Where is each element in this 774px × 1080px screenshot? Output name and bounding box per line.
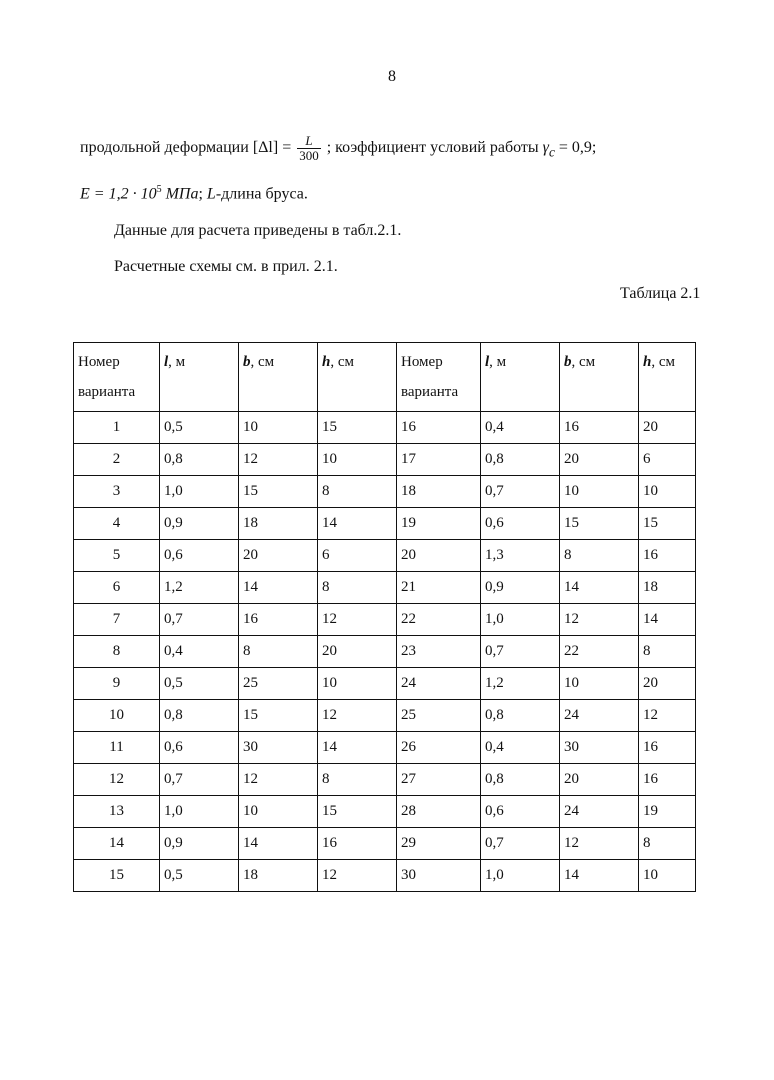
table-header-cell (160, 343, 239, 412)
table-cell: 0,9 (160, 828, 239, 860)
table-cell: 16 (639, 732, 696, 764)
table-header-row (74, 343, 696, 412)
table-cell: 1,2 (481, 668, 560, 700)
table-cell: 20 (239, 540, 318, 572)
table-cell: 16 (318, 828, 397, 860)
table-cell: 30 (560, 732, 639, 764)
table-row (74, 732, 696, 764)
table-cell: 24 (560, 796, 639, 828)
table-cell: 8 (318, 764, 397, 796)
table-cell: 20 (639, 412, 696, 444)
paragraph-data-reference: Данные для расчета приведены в табл.2.1. (114, 222, 402, 239)
table-cell: 1 (74, 412, 160, 444)
header-symbol: h (322, 354, 331, 370)
table-cell: 18 (397, 476, 481, 508)
modulus-unit: МПа (165, 185, 199, 203)
table-cell: 10 (239, 796, 318, 828)
table-cell: 12 (560, 828, 639, 860)
table-cell: 18 (639, 572, 696, 604)
table-cell: 19 (397, 508, 481, 540)
table-cell: 0,5 (160, 412, 239, 444)
table-cell: 16 (560, 412, 639, 444)
table-title: Таблица 2.1 (620, 285, 701, 302)
header-label: Номер варианта (78, 354, 136, 400)
table-cell: 14 (560, 572, 639, 604)
paragraph-modulus (80, 184, 308, 203)
table-cell: 12 (639, 700, 696, 732)
table-cell: 0,8 (481, 700, 560, 732)
table-cell: 15 (639, 508, 696, 540)
table-cell: 14 (318, 732, 397, 764)
table-cell: 0,6 (160, 540, 239, 572)
table-cell: 15 (239, 700, 318, 732)
table-cell: 15 (560, 508, 639, 540)
table-cell: 24 (397, 668, 481, 700)
header-label: Номер варианта (401, 354, 459, 400)
table-cell: 1,0 (481, 604, 560, 636)
table-cell: 13 (74, 796, 160, 828)
table-cell: 8 (239, 636, 318, 668)
header-symbol: b (564, 354, 572, 370)
table-cell: 3 (74, 476, 160, 508)
table-cell: 29 (397, 828, 481, 860)
table-row (74, 764, 696, 796)
table-row (74, 540, 696, 572)
table-cell: 8 (639, 636, 696, 668)
paragraph-scheme-reference: Расчетные схемы см. в прил. 2.1. (114, 258, 338, 275)
table-header-cell (239, 343, 318, 412)
table-cell: 10 (318, 668, 397, 700)
length-description: -длина бруса. (215, 185, 308, 203)
header-label: , см (250, 354, 275, 370)
table-cell: 1,2 (160, 572, 239, 604)
table-cell: 14 (639, 604, 696, 636)
table-cell: 22 (397, 604, 481, 636)
table-cell: 0,7 (481, 828, 560, 860)
table-cell: 16 (239, 604, 318, 636)
table-row (74, 572, 696, 604)
table-cell: 18 (239, 860, 318, 892)
table-cell: 11 (74, 732, 160, 764)
table-header-cell (560, 343, 639, 412)
table-cell: 12 (318, 700, 397, 732)
table-row (74, 636, 696, 668)
page-number: 8 (388, 68, 396, 85)
table-cell: 0,8 (160, 444, 239, 476)
table-header-cell (481, 343, 560, 412)
table-cell: 23 (397, 636, 481, 668)
table-cell: 12 (74, 764, 160, 796)
table-cell: 0,8 (160, 700, 239, 732)
table-cell: 28 (397, 796, 481, 828)
table-cell: 15 (318, 412, 397, 444)
table-cell: 1,0 (160, 476, 239, 508)
table-header-cell (639, 343, 696, 412)
table-cell: 8 (639, 828, 696, 860)
fraction-denominator: 300 (299, 148, 319, 163)
table-cell: 0,9 (160, 508, 239, 540)
table-cell: 18 (239, 508, 318, 540)
modulus-value: E = 1,2 · 10 (80, 185, 157, 203)
length-symbol: L (206, 185, 216, 203)
table-cell: 0,4 (481, 412, 560, 444)
table-cell: 12 (239, 764, 318, 796)
table-row (74, 860, 696, 892)
table-cell: 21 (397, 572, 481, 604)
header-label: , см (330, 354, 354, 370)
table-cell: 0,7 (160, 604, 239, 636)
table-cell: 9 (74, 668, 160, 700)
table-cell: 22 (560, 636, 639, 668)
table-cell: 25 (239, 668, 318, 700)
table-cell: 0,8 (481, 444, 560, 476)
table-cell: 6 (318, 540, 397, 572)
formula-lhs: [Δl] = (252, 139, 292, 157)
paragraph-deformation (80, 134, 720, 163)
table-cell: 14 (560, 860, 639, 892)
table-row (74, 828, 696, 860)
header-symbol: l (485, 354, 490, 370)
table-header-cell (397, 343, 481, 412)
table-cell: 8 (318, 476, 397, 508)
table-cell: 12 (239, 444, 318, 476)
gamma-symbol: γ (542, 139, 549, 157)
table-cell: 0,8 (481, 764, 560, 796)
table-row (74, 508, 696, 540)
table-cell: 8 (560, 540, 639, 572)
table-cell: 0,7 (160, 764, 239, 796)
table-cell: 1,3 (481, 540, 560, 572)
table-cell: 0,7 (481, 636, 560, 668)
table-cell: 12 (560, 604, 639, 636)
table-cell: 14 (318, 508, 397, 540)
header-label: , м (489, 354, 507, 370)
header-label: , см (651, 354, 675, 370)
table-cell: 0,7 (481, 476, 560, 508)
table-cell: 16 (639, 764, 696, 796)
table-cell: 24 (560, 700, 639, 732)
table-cell: 0,6 (160, 732, 239, 764)
table-cell: 15 (239, 476, 318, 508)
table-cell: 2 (74, 444, 160, 476)
table-cell: 10 (639, 476, 696, 508)
table-cell: 10 (560, 476, 639, 508)
header-symbol: h (643, 354, 652, 370)
text-coefficient: ; коэффициент условий работы (326, 139, 539, 157)
table-row (74, 444, 696, 476)
table-cell: 16 (639, 540, 696, 572)
formula-fraction (297, 134, 321, 163)
table-cell: 0,5 (160, 668, 239, 700)
table-cell: 5 (74, 540, 160, 572)
table-cell: 15 (74, 860, 160, 892)
table-cell: 14 (74, 828, 160, 860)
table-body (74, 412, 696, 892)
table-row (74, 604, 696, 636)
table-cell: 0,6 (481, 796, 560, 828)
table-cell: 20 (560, 764, 639, 796)
header-symbol: l (164, 354, 169, 370)
table-cell: 4 (74, 508, 160, 540)
table-cell: 25 (397, 700, 481, 732)
table-cell: 10 (560, 668, 639, 700)
table-cell: 19 (639, 796, 696, 828)
table-cell: 10 (74, 700, 160, 732)
fraction-numerator: L (297, 134, 321, 149)
table-cell: 8 (74, 636, 160, 668)
table-cell: 20 (639, 668, 696, 700)
table-cell: 0,4 (160, 636, 239, 668)
table-row (74, 700, 696, 732)
table-cell: 30 (397, 860, 481, 892)
table-cell: 20 (318, 636, 397, 668)
table-cell: 6 (639, 444, 696, 476)
table-cell: 0,4 (481, 732, 560, 764)
table-cell: 6 (74, 572, 160, 604)
table-row (74, 412, 696, 444)
table-header-cell (74, 343, 160, 412)
table-cell: 14 (239, 572, 318, 604)
table-cell: 0,5 (160, 860, 239, 892)
table-header-cell (318, 343, 397, 412)
gamma-value: = 0,9; (558, 139, 597, 157)
table-cell: 7 (74, 604, 160, 636)
table-cell: 0,9 (481, 572, 560, 604)
table-cell: 14 (239, 828, 318, 860)
table-cell: 12 (318, 860, 397, 892)
table-cell: 20 (397, 540, 481, 572)
separator: ; (198, 185, 207, 203)
table-cell: 27 (397, 764, 481, 796)
table-cell: 12 (318, 604, 397, 636)
table-cell: 20 (560, 444, 639, 476)
table-row (74, 668, 696, 700)
table-cell: 15 (318, 796, 397, 828)
header-label: , м (168, 354, 186, 370)
header-symbol: b (243, 354, 251, 370)
table-cell: 17 (397, 444, 481, 476)
table-cell: 16 (397, 412, 481, 444)
table-cell: 0,6 (481, 508, 560, 540)
table-cell: 10 (318, 444, 397, 476)
data-table (73, 342, 696, 892)
table-cell: 10 (639, 860, 696, 892)
table-row (74, 796, 696, 828)
header-label: , см (571, 354, 596, 370)
table-cell: 10 (239, 412, 318, 444)
text-deformation: продольной деформации (80, 139, 249, 157)
table-row (74, 476, 696, 508)
table-cell: 1,0 (481, 860, 560, 892)
modulus-exponent: 5 (156, 184, 162, 195)
table-cell: 1,0 (160, 796, 239, 828)
table-cell: 26 (397, 732, 481, 764)
table-cell: 30 (239, 732, 318, 764)
gamma-subscript: c (548, 144, 555, 160)
table-cell: 8 (318, 572, 397, 604)
